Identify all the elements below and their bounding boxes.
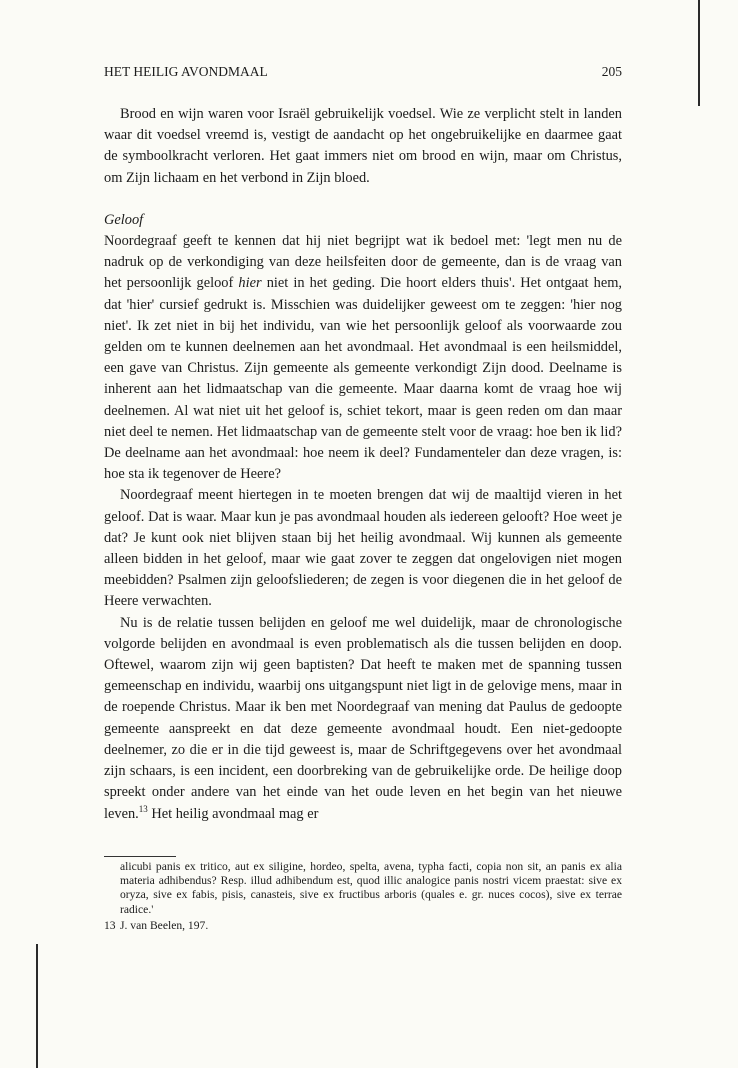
running-title: HET HEILIG AVONDMAAL — [104, 64, 268, 79]
section-gap — [104, 189, 622, 210]
paragraph-noordegraaf-1 — [104, 231, 622, 485]
paragraph-text: Nu is de relatie tussen belijden en geloof me wel duidelijk, maar de chronologische volgorde belijden en avondmaal is even problematisch als die tussen belijden en doop. Oftewel, waarom zijn wij geen baptisten? Dat heeft te maken met de spanning tussen gemeenschap en individu, waarbij ons uitgangspunt niet ligt in de gelovige mens, maar in de roepende Christus. Maar ik ben met Noordegraaf van mening dat Paulus de gedoopte gemeente aanspreekt en dat deze gemeente avondmaal houdt. Een niet-gedoopte deelnemer, zo die er in die tijd geweest is, maar de Schriftgegevens over het avondmaal zijn schaars, is een incident, een doorbreking van de gebruikelijke orde. De heilige doop spreekt onder andere van het einde van het oude leven en het begin van het nieuwe leven. — [104, 614, 622, 822]
page-edge-left — [36, 944, 38, 1068]
section-heading-geloof: Geloof — [104, 211, 144, 228]
running-header — [104, 64, 622, 80]
footnote-reference-13: 13 — [138, 803, 148, 814]
paragraph-text: niet in het geding. Die hoort elders thuis'. Het ontgaat hem, dat 'hier' cursief gedrukt is. Misschien was duidelijker geweest om te zeggen: 'hier nog niet'. Ik zet niet in bij het individu, van wie het persoonlijk geloof als voorwaarde zou gelden om te kunnen deelnemen aan het avondmaal. Het avondmaal is een heilsmiddel, een gave van Christus. Zijn gemeente als gemeente verkondigt Zijn dood. Deelname is inherent aan het lidmaatschap van die gemeente. Maar daarna komt de vraag hoe wij deelnemen. Al wat niet uit het geloof is, schiet tekort, maar is geen reden om dan maar niet deel te nemen. Het lidmaatschap van de gemeente stelt voor de vraag: hoe ben ik lid? De deelname aan het avondmaal: hoe neem ik deel? Fundamenteler dan deze vragen, is: hoe sta ik tegenover de Heere? — [104, 275, 622, 483]
footnote-text: J. van Beelen, 197. — [120, 918, 209, 932]
footnotes — [104, 860, 622, 933]
footnote-13 — [104, 919, 622, 933]
paragraph-noordegraaf-2: Noordegraaf meent hiertegen in te moeten brengen dat wij de maaltijd vieren in het geloof. Dat is waar. Maar kun je pas avondmaal houden als iedereen gelooft? Hoe weet je dat? Je kunt ook niet blijven staan bij het heilig avondmaal. Wij kunnen als gemeente alleen bidden in het geloof, maar wie gaat zover te zeggen dat ongelovigen niet mogen meebidden? Psalmen zijn geloofsliederen; de zegen is voor diegenen die in het geloof de Heere verwachten. — [104, 487, 622, 610]
footnote-continuation: alicubi panis ex tritico, aut ex siligine, hordeo, spelta, avena, typha facti, copia non sit, an panis ex alia materia adhibendus? Resp. illud adhibendum est, quod illic analogice panis nostri vicem praestat: sive ex oryza, sive ex fabis, pisis, canasteis, sive ex fructibus arboris (quales e. gr. nuces cocos), sive ex terrae radice.' — [120, 860, 622, 916]
emphasis-hier: hier — [238, 275, 262, 292]
page-edge-right — [698, 0, 700, 106]
footnote-rule — [104, 856, 176, 857]
paragraph-text: Noordegraaf geeft te kennen dat hij niet begrijpt wat ik bedoel met: 'legt men nu de nadruk op de verkondiging van deze heilsfeiten door de gemeente, dan is de vraag van het persoonlijk geloof — [104, 233, 622, 292]
page-number: 205 — [601, 64, 622, 79]
footnote-number: 13 — [104, 918, 116, 932]
paragraph-belijden — [104, 613, 622, 825]
paragraph-bread-wine: Brood en wijn waren voor Israël gebruikelijk voedsel. Wie ze verplicht stelt in landen waar dit voedsel vreemd is, vestigt de aandacht op het ongebruikelijke en daarmee gaat de symboolkracht verloren. Het gaat immers niet om brood en wijn, maar om Christus, om Zijn lichaam en het verbond in Zijn bloed. — [104, 106, 622, 186]
main-text — [104, 104, 622, 825]
paragraph-text: Het heilig avondmaal mag er — [147, 805, 319, 822]
